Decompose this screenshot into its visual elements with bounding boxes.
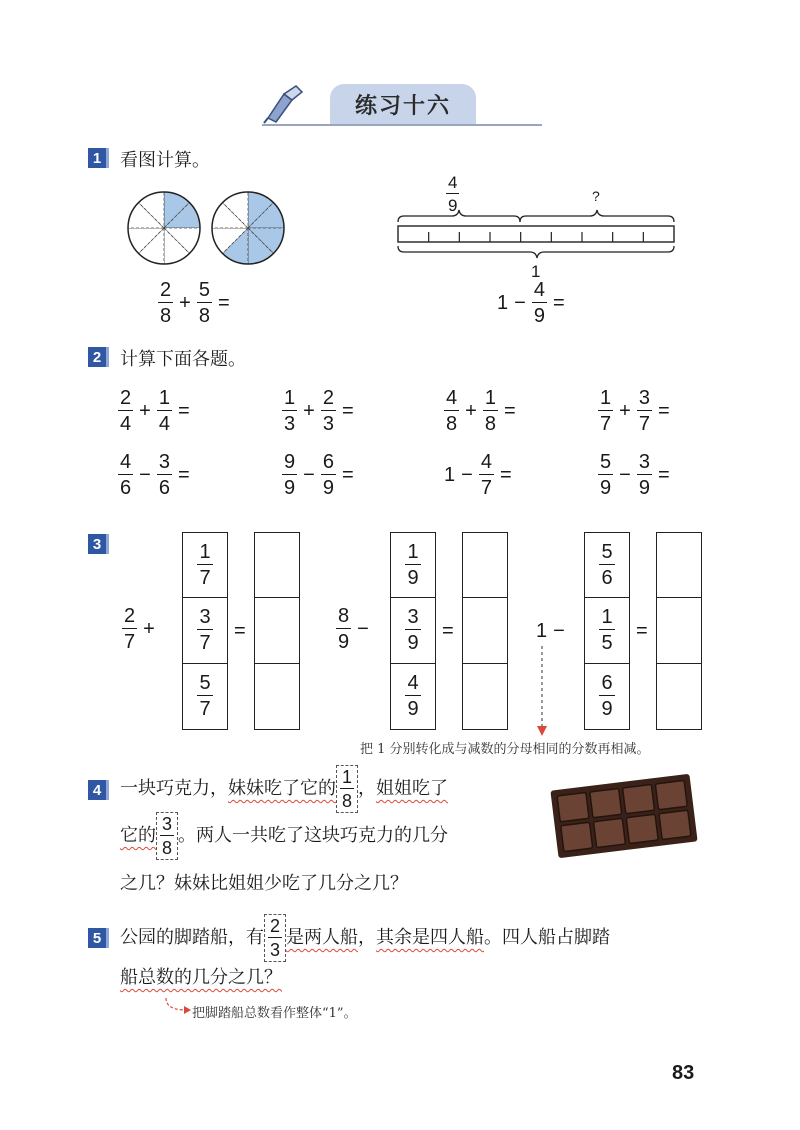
answer-box[interactable]	[463, 533, 507, 598]
group-1-equals: =	[234, 620, 246, 642]
section-2-number: 2	[88, 347, 109, 367]
fraction: $\frac{2}{8}$	[160, 279, 172, 327]
segment-bar	[392, 208, 682, 262]
hint-arrow	[164, 996, 192, 1018]
group-3-subtrahends-column: $\frac{5}{6}$ $\frac{1}{5}$ $\frac{6}{9}$	[584, 532, 630, 730]
chocolate-piece	[561, 822, 593, 851]
answer-box[interactable]	[657, 533, 701, 598]
section-5-line-1: 公园的脚踏船，有 $\frac{2}{3}$ 是两人船 ， 其余是四人船 。四人船占脚踏	[120, 916, 611, 960]
exercise-2-1: $\frac{4}{6}$ − $\frac{3}{6}$ =	[120, 451, 190, 499]
bar-expression: 1 − $\frac{4}{9}$ =	[497, 279, 565, 327]
chocolate-piece	[590, 788, 622, 817]
fraction: $\frac{4}{9}$	[533, 279, 545, 327]
group-3-lead: 1 −	[536, 620, 565, 642]
section-5-hint: 把脚踏船总数看作整体“1”。	[192, 1006, 357, 1021]
group-1-lead: $\frac{2}{7}$ +	[124, 605, 155, 653]
group-2-lead: $\frac{8}{9}$ −	[338, 605, 369, 653]
group-1-answer-column[interactable]	[254, 532, 300, 730]
bar-top-fraction: $\frac{4}{9}$	[448, 173, 458, 215]
section-1-heading: 看图计算。	[120, 150, 210, 171]
exercise-1-3: $\frac{4}{8}$ + $\frac{1}{8}$ =	[446, 387, 516, 435]
answer-box[interactable]	[657, 598, 701, 663]
answer-box[interactable]	[255, 598, 299, 663]
fraction-circles	[124, 188, 288, 268]
chocolate-piece	[626, 814, 658, 843]
section-4-line-2: 它的 $\frac{3}{8}$ 。两人一共吃了这块巧克力的几分	[120, 814, 449, 858]
section-4-number: 4	[88, 780, 109, 800]
answer-box[interactable]	[255, 533, 299, 598]
fraction: $\frac{5}{8}$	[198, 279, 210, 327]
chocolate-bar-image	[548, 770, 700, 862]
group-2-equals: =	[442, 620, 454, 642]
chocolate-piece	[655, 780, 687, 809]
title-underline	[262, 124, 542, 126]
group-1-addends-column: $\frac{1}{7}$ $\frac{3}{7}$ $\frac{5}{7}$	[182, 532, 228, 730]
group-3-answer-column[interactable]	[656, 532, 702, 730]
exercise-1-4: $\frac{1}{7}$ + $\frac{3}{7}$ =	[600, 387, 670, 435]
group-2-subtrahends-column: $\frac{1}{9}$ $\frac{3}{9}$ $\frac{4}{9}$	[390, 532, 436, 730]
section-1-number: 1	[88, 148, 109, 168]
exercise-2-4: $\frac{5}{9}$ − $\frac{3}{9}$ =	[600, 451, 670, 499]
chocolate-piece	[659, 810, 691, 839]
page-number: 83	[672, 1062, 695, 1084]
section-5-number: 5	[88, 928, 109, 948]
answer-box[interactable]	[255, 664, 299, 729]
section-4-line-1: 一块巧克力， 妹妹吃了它的 $\frac{1}{8}$ ， 姐姐吃了	[120, 767, 449, 811]
circles-expression: $\frac{2}{8}$ + $\frac{5}{8}$ =	[160, 279, 230, 327]
bar-total-label: 1	[531, 262, 541, 281]
section-5-line-2: 船总数的几分之几？	[120, 967, 282, 988]
section-4-line-3: 之几？妹妹比姐姐少吃了几分之几？	[120, 873, 408, 894]
exercise-1-2: $\frac{1}{3}$ + $\frac{2}{3}$ =	[284, 387, 354, 435]
exercise-2-3: 1 − $\frac{4}{7}$ =	[444, 451, 512, 499]
bar-question-mark: ?	[592, 188, 600, 204]
hint-arrow	[536, 646, 548, 738]
exercise-1-1: $\frac{2}{4}$ + $\frac{1}{4}$ =	[120, 387, 190, 435]
chocolate-piece	[593, 818, 625, 847]
answer-box[interactable]	[463, 598, 507, 663]
section-3-number: 3	[88, 534, 109, 554]
exercise-2-2: $\frac{9}{9}$ − $\frac{6}{9}$ =	[284, 451, 354, 499]
chocolate-piece	[623, 784, 655, 813]
section-2-heading: 计算下面各题。	[120, 349, 246, 370]
page-title: 练习十六	[330, 84, 476, 124]
group-3-equals: =	[636, 620, 648, 642]
group-2-answer-column[interactable]	[462, 532, 508, 730]
pen-icon	[262, 84, 324, 124]
chocolate-piece	[557, 792, 589, 821]
answer-box[interactable]	[657, 664, 701, 729]
answer-box[interactable]	[463, 664, 507, 729]
section-3-hint: 把 1 分别转化成与减数的分母相同的分数再相减。	[360, 742, 650, 757]
